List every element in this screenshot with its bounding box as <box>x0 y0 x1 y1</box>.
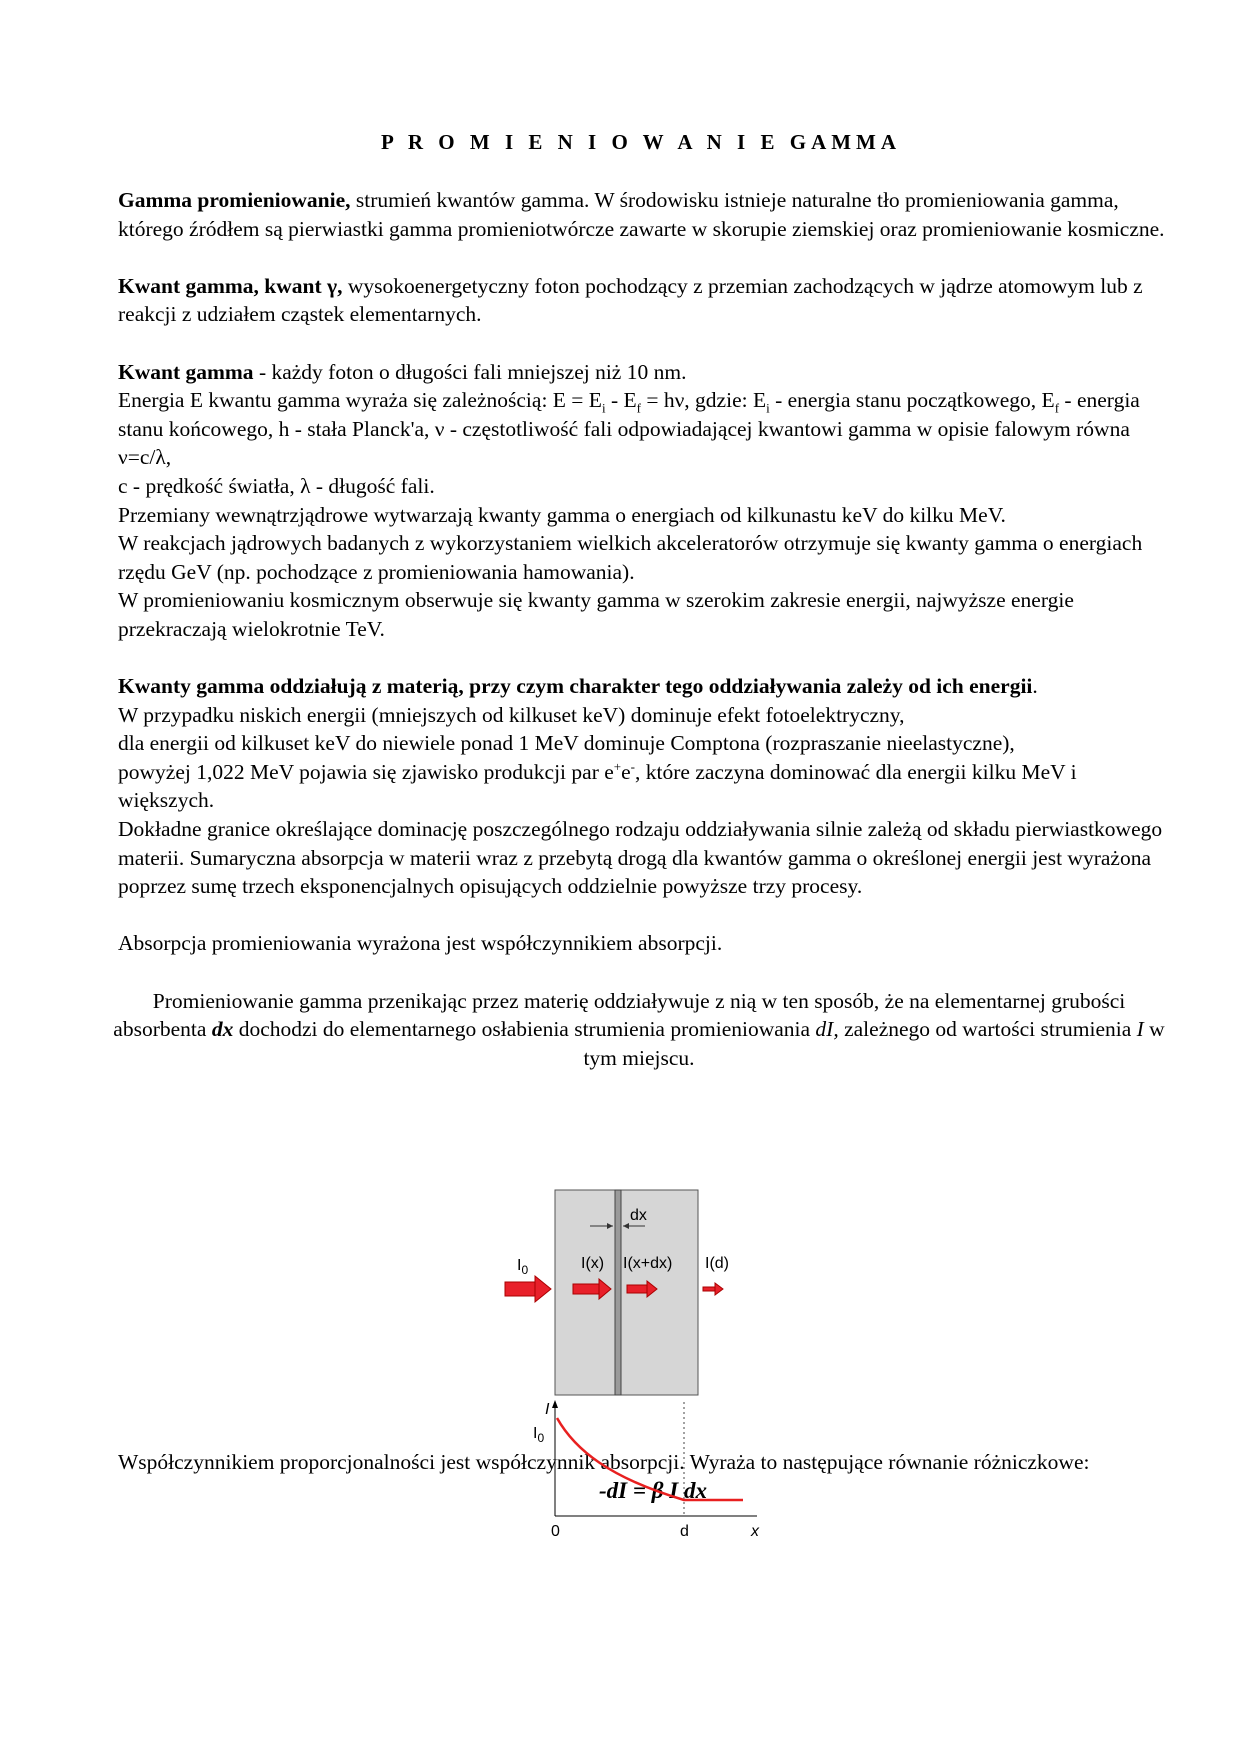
text-line: powyżej 1,022 MeV pojawia się zjawisko produkcji par e+e-, które zaczyna dominować dla energii kilku MeV i większych. <box>118 758 1077 813</box>
paragraph-absorption: Absorpcja promieniowania wyrażona jest współczynnikiem absorpcji. <box>118 931 723 956</box>
axis-d-label: d <box>680 1523 689 1540</box>
definition-text: - każdy foton o długości fali mniejszej niż 10 nm. <box>253 359 687 384</box>
text-line: dla energii od kilkuset keV do niewiele ponad 1 MeV dominuje Comptona (rozpraszanie nieelastyczne), <box>118 731 1015 756</box>
dx-layer <box>615 1190 621 1395</box>
text-line: Dokładne granice określające dominację poszczególnego rodzaju oddziaływania silnie zależą od składu pierwiastkowego materii. Sumaryczna absorpcja w materii wraz z przebytą drogą dla kwantów gamma o określonej energii jest wyrażona poprzez sumę trzech eksponencjalnych opisujących oddzielnie powyższe trzy procesy. <box>118 817 1163 899</box>
interaction-heading: Kwanty gamma oddziałują z materią, przy czym charakter tego oddziaływania zależy od ich energii <box>118 674 1033 699</box>
absorption-figure <box>495 1182 795 1552</box>
term-gamma-quantum: Kwant gamma, kwant γ, <box>118 273 343 298</box>
definition-text: strumień kwantów gamma. W środowisku istnieje naturalne tło promieniowania gamma, którego źródłem są pierwiastki gamma promieniotwórcze zawarte w skorupie ziemskiej oraz promieniowanie kosmiczne. <box>118 188 1165 241</box>
text-line: W przypadku niskich energii (mniejszych od kilkuset keV) dominuje efekt fotoelektryczny, <box>118 702 905 727</box>
arrow-id <box>703 1283 723 1295</box>
arrow-i0 <box>505 1276 551 1302</box>
text-line: Przemiany wewnątrzjądrowe wytwarzają kwanty gamma o energiach od kilkunastu keV do kilku MeV. <box>118 502 1006 527</box>
text-line: W reakcjach jądrowych badanych z wykorzystaniem wielkich akceleratorów otrzymuje się kwanty gamma o energiach rzędu GeV (np. pochodzące z promieniowania hamowania). <box>118 531 1143 584</box>
axis-y-label: I <box>545 1401 550 1418</box>
equation: -dI = β I dx <box>599 1478 707 1503</box>
paragraph-final: Współczynnikiem proporcjonalności jest współczynnik absorpcji. Wyraża to następujące równanie różniczkowe: <box>118 1450 1090 1475</box>
label-ixdx: I(x+dx) <box>623 1255 673 1272</box>
paragraph-centered: Promieniowanie gamma przenikając przez materię oddziaływuje z nią w ten sposób, że na elementarnej grubości absorbenta dx dochodzi do elementarnego osłabienia strumienia promieniowania dI, zależnego od wartości strumienia I w tym miejscu. <box>113 988 1165 1070</box>
text-line: c - prędkość światła, λ - długość fali. <box>118 473 435 498</box>
page-title: P R O M I E N I O W A N I E GAMMA <box>380 130 902 154</box>
paragraph-gamma-quantum <box>118 272 1168 329</box>
axis-zero-label: 0 <box>551 1523 560 1540</box>
attenuation-curve <box>557 1418 743 1500</box>
paragraph-gamma-photon <box>118 358 1168 387</box>
axis-i0-label: $I_0$ <box>533 1425 545 1445</box>
term-gamma-photon: Kwant gamma <box>118 359 254 384</box>
label-id: I(d) <box>705 1255 729 1272</box>
paragraph-gamma-radiation <box>118 186 1168 243</box>
axis-x-label: x <box>751 1523 759 1540</box>
label-ix: I(x) <box>581 1255 605 1272</box>
label-i0: $I_0$ <box>517 1257 529 1277</box>
dx-label: dx <box>630 1207 647 1224</box>
paragraph-energy: Energia E kwantu gamma wyraża się zależnością: $E = E_i - E_f = h\nu$, gdzie: $E_i$ - energia stanu początkowego, $E_f$ - energia stanu końcowego, h - stała Planck'a, ν - częstotliwość fali odpowiadającej kwantowi gamma w opisie falowym równa ν=c/λ, <box>118 388 1140 470</box>
definition-text: wysokoenergetyczny foton pochodzący z przemian zachodzących w jądrze atomowym lub z reakcji z udziałem cząstek elementarnych. <box>118 273 1143 327</box>
absorption-diagram <box>495 1182 795 1552</box>
paragraph-interaction: Kwanty gamma oddziałują z materią, przy czym charakter tego oddziaływania zależy od ich energii. <box>118 674 1038 699</box>
term-gamma-radiation: Gamma promieniowanie, <box>118 188 351 212</box>
text-line: W promieniowaniu kosmicznym obserwuje się kwanty gamma w szerokim zakresie energii, najwyższe energie przekraczają wielokrotnie TeV. <box>118 588 1074 641</box>
